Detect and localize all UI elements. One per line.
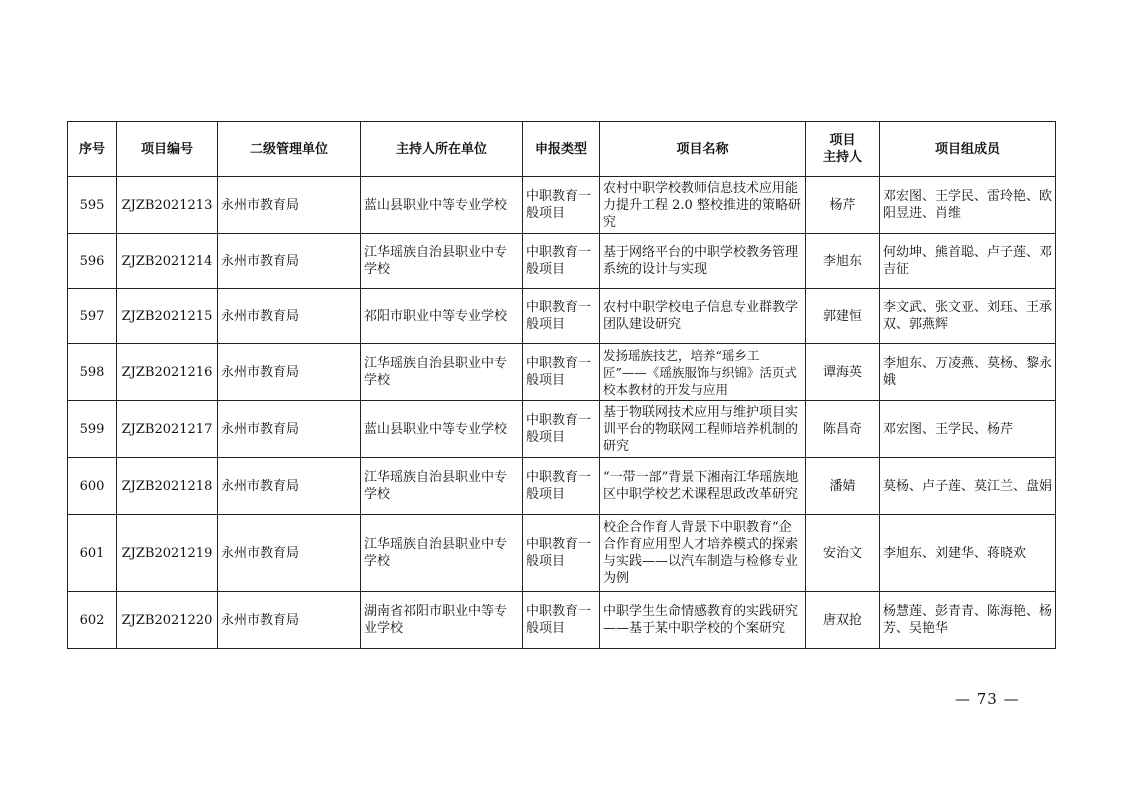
cell-members: 邓宏图、王学民、雷玲艳、欧阳昱进、肖维 (880, 177, 1056, 234)
cell-unit: 永州市教育局 (218, 458, 361, 515)
header-code: 项目编号 (117, 122, 218, 177)
cell-seq: 595 (68, 177, 117, 234)
cell-host-unit: 蓝山县职业中等专业学校 (361, 177, 523, 234)
cell-members: 李旭东、万凌燕、莫杨、黎永娥 (880, 344, 1056, 401)
cell-project-name: 校企合作育人背景下中职教育“企合作育应用型人才培养模式的探索与实践——以汽车制造与检修专业为例 (600, 515, 806, 592)
cell-host-unit: 蓝山县职业中等专业学校 (361, 401, 523, 458)
table-row (68, 592, 1056, 649)
cell-host: 郭建恒 (806, 289, 880, 344)
cell-code: ZJZB2021216 (117, 344, 218, 401)
cell-project-name: 基于物联网技术应用与维护项目实训平台的物联网工程师培养机制的研究 (600, 401, 806, 458)
cell-host-unit: 江华瑶族自治县职业中专学校 (361, 458, 523, 515)
cell-code: ZJZB2021218 (117, 458, 218, 515)
cell-unit: 永州市教育局 (218, 289, 361, 344)
cell-members: 杨慧莲、彭青青、陈海艳、杨芳、吴艳华 (880, 592, 1056, 649)
header-type: 申报类型 (523, 122, 600, 177)
page-number: — 73 — (955, 690, 1020, 708)
table-row (68, 289, 1056, 344)
cell-project-name: 农村中职学校电子信息专业群教学团队建设研究 (600, 289, 806, 344)
cell-unit: 永州市教育局 (218, 177, 361, 234)
cell-seq: 596 (68, 234, 117, 289)
cell-type: 中职教育一般项目 (523, 515, 600, 592)
cell-unit: 永州市教育局 (218, 344, 361, 401)
cell-host: 杨芹 (806, 177, 880, 234)
cell-type: 中职教育一般项目 (523, 401, 600, 458)
cell-type: 中职教育一般项目 (523, 289, 600, 344)
cell-host-unit: 祁阳市职业中等专业学校 (361, 289, 523, 344)
table-row (68, 515, 1056, 592)
cell-members: 莫杨、卢子莲、莫江兰、盘娟 (880, 458, 1056, 515)
cell-unit: 永州市教育局 (218, 515, 361, 592)
cell-host: 陈昌奇 (806, 401, 880, 458)
header-host-unit: 主持人所在单位 (361, 122, 523, 177)
cell-code: ZJZB2021217 (117, 401, 218, 458)
cell-seq: 598 (68, 344, 117, 401)
cell-project-name: 基于网络平台的中职学校教务管理系统的设计与实现 (600, 234, 806, 289)
cell-project-name: 发扬瑶族技艺，培养“瑶乡工匠”——《瑶族服饰与织锦》活页式校本教材的开发与应用 (600, 344, 806, 401)
cell-seq: 597 (68, 289, 117, 344)
cell-code: ZJZB2021214 (117, 234, 218, 289)
cell-unit: 永州市教育局 (218, 592, 361, 649)
cell-seq: 602 (68, 592, 117, 649)
cell-project-name: 中职学生生命情感教育的实践研究——基于某中职学校的个案研究 (600, 592, 806, 649)
cell-project-name: “一带一部”背景下湘南江华瑶族地区中职学校艺术课程思政改革研究 (600, 458, 806, 515)
cell-code: ZJZB2021220 (117, 592, 218, 649)
cell-type: 中职教育一般项目 (523, 234, 600, 289)
cell-host-unit: 湖南省祁阳市职业中等专业学校 (361, 592, 523, 649)
cell-project-name: 农村中职学校教师信息技术应用能力提升工程 2.0 整校推进的策略研究 (600, 177, 806, 234)
cell-host-unit: 江华瑶族自治县职业中专学校 (361, 234, 523, 289)
table-row (68, 344, 1056, 401)
table-row (68, 234, 1056, 289)
cell-host: 安治文 (806, 515, 880, 592)
cell-host: 唐双抢 (806, 592, 880, 649)
cell-members: 何幼坤、熊首聪、卢子莲、邓吉征 (880, 234, 1056, 289)
cell-type: 中职教育一般项目 (523, 344, 600, 401)
cell-unit: 永州市教育局 (218, 234, 361, 289)
cell-host: 李旭东 (806, 234, 880, 289)
table-row (68, 401, 1056, 458)
cell-members: 李文武、张文亚、刘珏、王承双、郭燕辉 (880, 289, 1056, 344)
cell-members: 李旭东、刘建华、蒋晓欢 (880, 515, 1056, 592)
header-members: 项目组成员 (880, 122, 1056, 177)
cell-seq: 599 (68, 401, 117, 458)
table-row (68, 177, 1056, 234)
cell-unit: 永州市教育局 (218, 401, 361, 458)
cell-host-unit: 江华瑶族自治县职业中专学校 (361, 515, 523, 592)
cell-type: 中职教育一般项目 (523, 458, 600, 515)
cell-type: 中职教育一般项目 (523, 592, 600, 649)
cell-code: ZJZB2021219 (117, 515, 218, 592)
table-row (68, 458, 1056, 515)
header-host-line1: 项目 (829, 133, 856, 148)
cell-host-unit: 江华瑶族自治县职业中专学校 (361, 344, 523, 401)
cell-members: 邓宏图、王学民、杨芹 (880, 401, 1056, 458)
cell-code: ZJZB2021213 (117, 177, 218, 234)
cell-host: 潘婧 (806, 458, 880, 515)
header-host (806, 122, 880, 177)
project-table (67, 121, 1056, 649)
header-name: 项目名称 (600, 122, 806, 177)
header-seq: 序号 (68, 122, 117, 177)
header-host-line2: 主持人 (822, 150, 862, 165)
cell-host: 谭海英 (806, 344, 880, 401)
header-unit: 二级管理单位 (218, 122, 361, 177)
cell-seq: 601 (68, 515, 117, 592)
cell-type: 中职教育一般项目 (523, 177, 600, 234)
cell-code: ZJZB2021215 (117, 289, 218, 344)
table-header-row (68, 122, 1056, 177)
cell-seq: 600 (68, 458, 117, 515)
